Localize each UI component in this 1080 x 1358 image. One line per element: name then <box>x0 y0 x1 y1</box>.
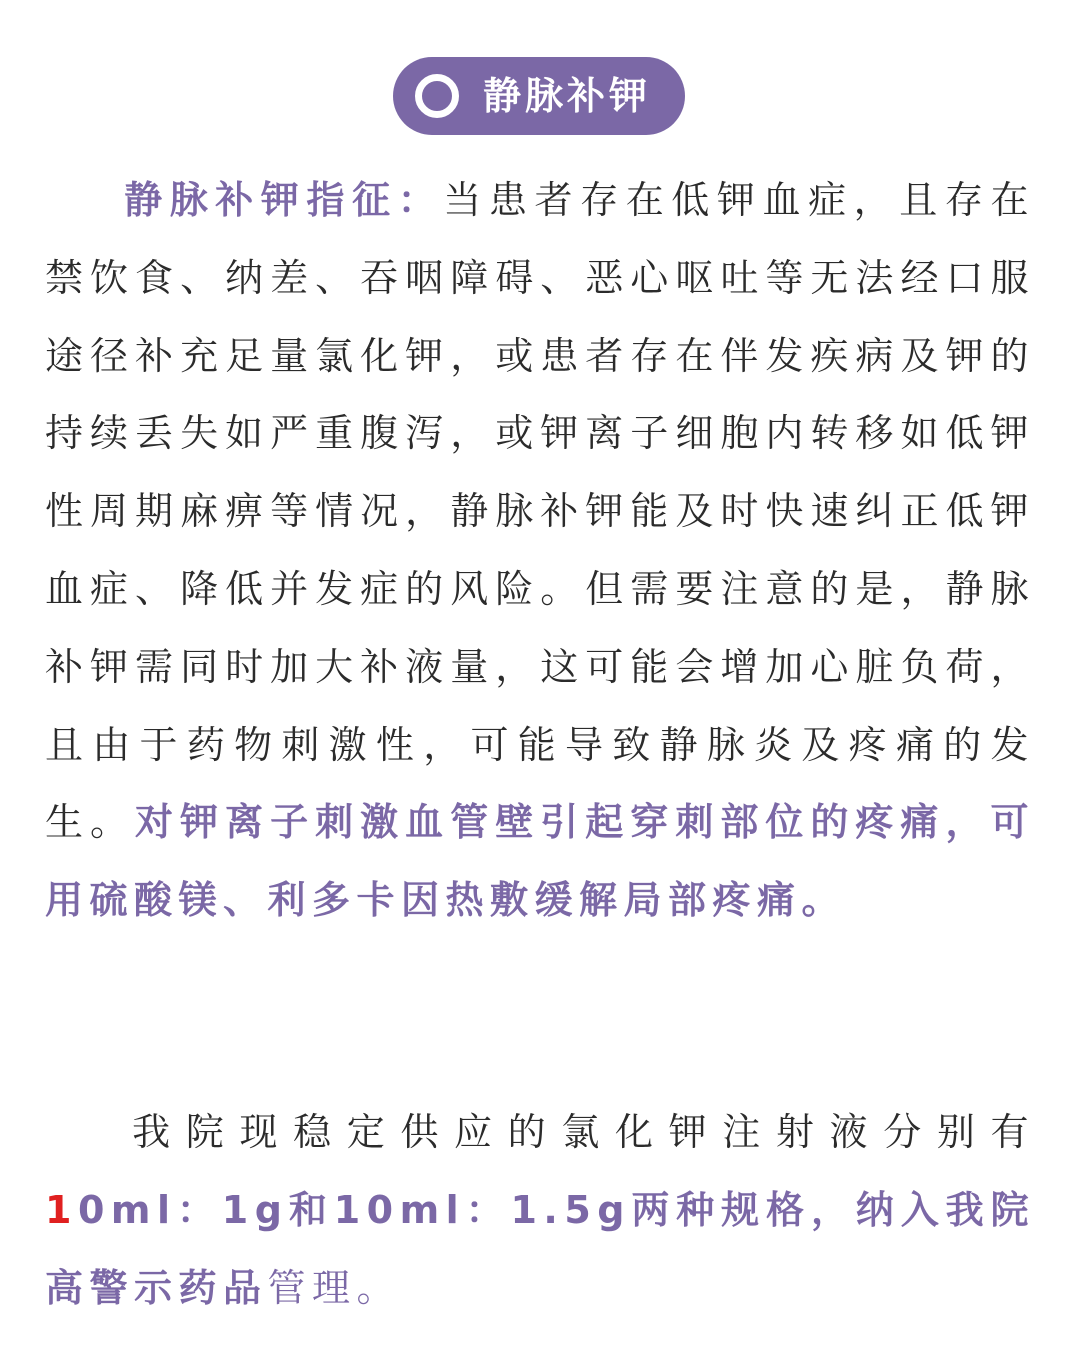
indication-lead: 静脉补钾指征： <box>123 178 444 222</box>
circle-ring-icon <box>415 74 459 118</box>
section-title: 静脉补钾 <box>483 74 652 118</box>
supply-text: 我院现稳定供应的氯化钾注射液分别有 <box>123 1110 1035 1154</box>
management-text: 管理。 <box>267 1265 402 1310</box>
high-alert-label: 高警示药品 <box>45 1265 268 1310</box>
spec-text: 0ml：1g和10ml：1.5g两种规格，纳入我院 <box>77 1187 1035 1232</box>
paragraph-supply <box>45 1094 1035 1327</box>
spec-red-digit: 1 <box>45 1187 78 1232</box>
indication-body: 当患者存在低钾血症，且存在禁饮食、纳差、吞咽障碍、恶心呕吐等无法经口服途径补充足量氯化钾，或患者存在伴发疾病及钾的持续丢失如严重腹泻，或钾离子细胞内转移如低钾性周期麻痹等情况，静脉补钾能及时快速纠正低钾血症、降低并发症的风险。但需要注意的是，静脉补钾需同时加大补液量，这可能会增加心脏负荷，且由于药物刺激性，可能导致静脉炎及疼痛的发生。 <box>45 178 1035 845</box>
pain-relief-highlight: 对钾离子刺激血管壁引起穿刺部位的疼痛，可用硫酸镁、利多卡因热敷缓解局部疼痛。 <box>45 800 1035 923</box>
section-title-badge <box>393 57 685 135</box>
paragraph-indications <box>45 162 1035 940</box>
